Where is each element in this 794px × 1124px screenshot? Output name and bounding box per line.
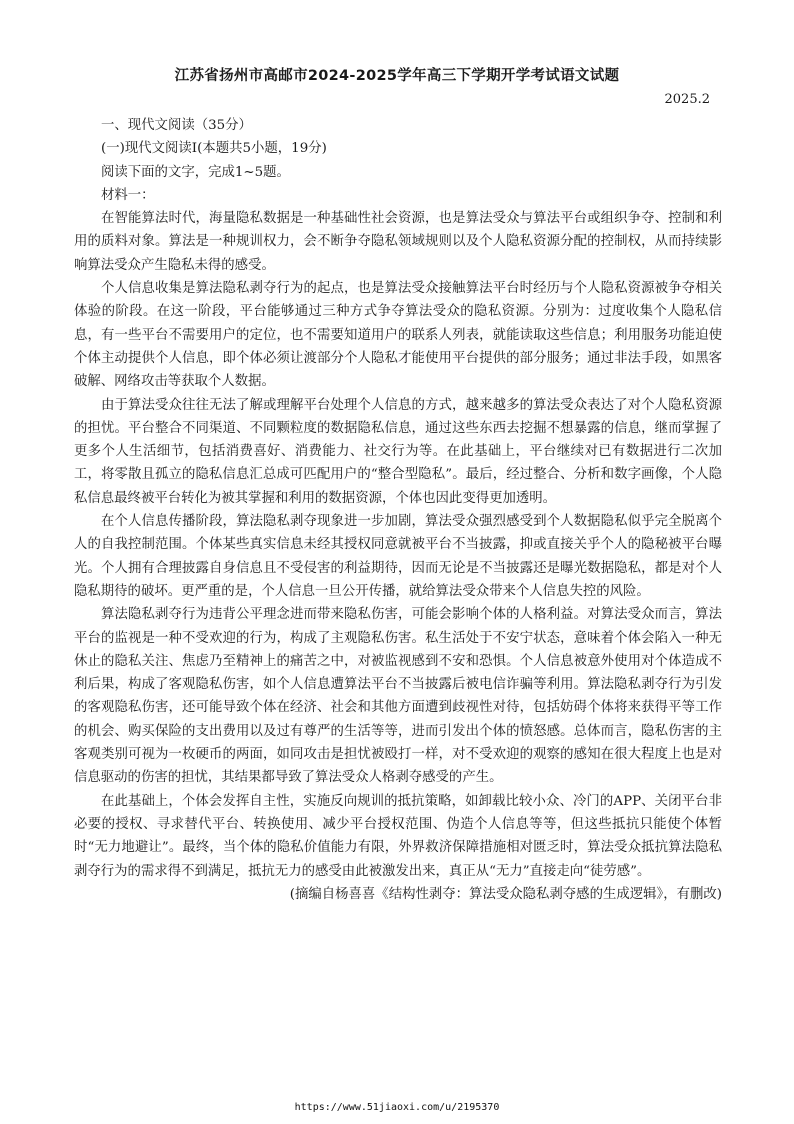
paragraph: 在此基础上，个体会发挥自主性，实施反向规训的抵抗策略，如卸载比较小众、冷门的APP、关闭平台非必要的授权、寻求替代平台、转换使用、减少平台授权范围、伪造个人信息等等，但这些抵抗只能使个体暂时“无力地避让”。最终，当个体的隐私价值能力有限，外界救济保障措施相对匮乏时，算法受众抵抗算法隐私剥夺行为的需求得不到满足，抵抗无力的感受由此被激发出来，真正从“无力”直接走向“徒劳感”。 bbox=[74, 793, 722, 879]
footer-url[interactable]: https://www.51jiaoxi.com/u/2195370 bbox=[294, 1102, 500, 1113]
document-body bbox=[74, 114, 722, 906]
paragraph: 算法隐私剥夺行为违背公平理念进而带来隐私伤害，可能会影响个体的人格利益。对算法受众而言，算法平台的监视是一种不受欢迎的行为，构成了主观隐私伤害。私生活处于不安宁状态，意味着个体会陷入一种无休止的隐私关注、焦虑乃至精神上的痛苦之中，对被监视感到不安和恐惧。个人信息被意外使用对个体造成不利后果，构成了客观隐私伤害，如个人信息遭算法平台不当披露后被电信诈骗等利用。算法隐私剥夺行为引发的客观隐私伤害，还可能导致个体在经济、社会和其他方面遭到歧视性对待，包括妨碍个体将来获得平等工作的机会、购买保险的支出费用以及过有尊严的生活等等，进而引发出个体的愤怒感。总体而言，隐私伤害的主客观类别可视为一枚硬币的两面，如同攻击是担忧被殴打一样，对不受欢迎的观察的感知在很大程度上也是对信息驱动的伤害的担忧，其结果都导致了算法受众人格剥夺感受的产生。 bbox=[74, 607, 722, 786]
paragraph: 个人信息收集是算法隐私剥夺行为的起点，也是算法受众接触算法平台时经历与个人隐私资源被争夺相关体验的阶段。在这一阶段，平台能够通过三种方式争夺算法受众的隐私资源。分别为：过度收集个人隐私信息，有一些平台不需要用户的定位，也不需要知道用户的联系人列表，就能读取这些信息；利用服务功能迫使个体主动提供个人信息，即个体必须让渡部分个人隐私才能使用平台提供的部分服务；通过非法手段，如黑客破解、网络攻击等获取个人数据。 bbox=[74, 281, 722, 390]
material-label: 材料一： bbox=[101, 187, 155, 203]
instruction-text: 阅读下面的文字，完成1~5题。 bbox=[101, 164, 290, 180]
subsection-heading: (一)现代文阅读Ⅰ(本题共5小题，19分) bbox=[101, 141, 327, 157]
document-date: 2025.2 bbox=[664, 92, 710, 107]
document-title: 江苏省扬州市高邮市2024-2025学年高三下学期开学考试语文试题 bbox=[174, 68, 620, 84]
footer-link[interactable] bbox=[0, 1102, 794, 1113]
paragraph: 在智能算法时代，海量隐私数据是一种基础性社会资源，也是算法受众与算法平台或组织争夺、控制和利用的质料对象。算法是一种规训权力，会不断争夺隐私领域规则以及个人隐私资源分配的控制权，从而持续影响算法受众产生隐私未得的感受。 bbox=[74, 211, 722, 273]
paragraph: 在个人信息传播阶段，算法隐私剥夺现象进一步加剧，算法受众强烈感受到个人数据隐私似乎完全脱离个人的自我控制范围。个体某些真实信息未经其授权同意就被平台不当披露，抑或直接关乎个人的隐秘被平台曝光。个人拥有合理披露自身信息且不受侵害的利益期待，因而无论是不当披露还是曝光数据隐私，都是对个人隐私期待的破坏。更严重的是，个人信息一旦公开传播，就给算法受众带来个人信息失控的风险。 bbox=[74, 514, 722, 599]
paragraph: 由于算法受众往往无法了解或理解平台处理个人信息的方式，越来越多的算法受众表达了对个人隐私资源的担忧。平台整合不同渠道、不同颗粒度的数据隐私信息，通过这些东西去挖掘不想暴露的信息，继而掌握了更多个人生活细节，包括消费喜好、消费能力、社交行为等。在此基础上，平台继续对已有数据进行二次加工，将零散且孤立的隐私信息汇总成可匹配用户的“整合型隐私”。最后，经过整合、分析和数字画像，个人隐私信息最终被平台转化为被其掌握和利用的数据资源，个体也因此变得更加透明。 bbox=[74, 397, 722, 506]
section-heading: 一、现代文阅读（35分） bbox=[101, 118, 252, 133]
source-citation: (摘编自杨喜喜《结构性剥夺：算法受众隐私剥夺感的生成逻辑》，有删改) bbox=[289, 886, 722, 902]
